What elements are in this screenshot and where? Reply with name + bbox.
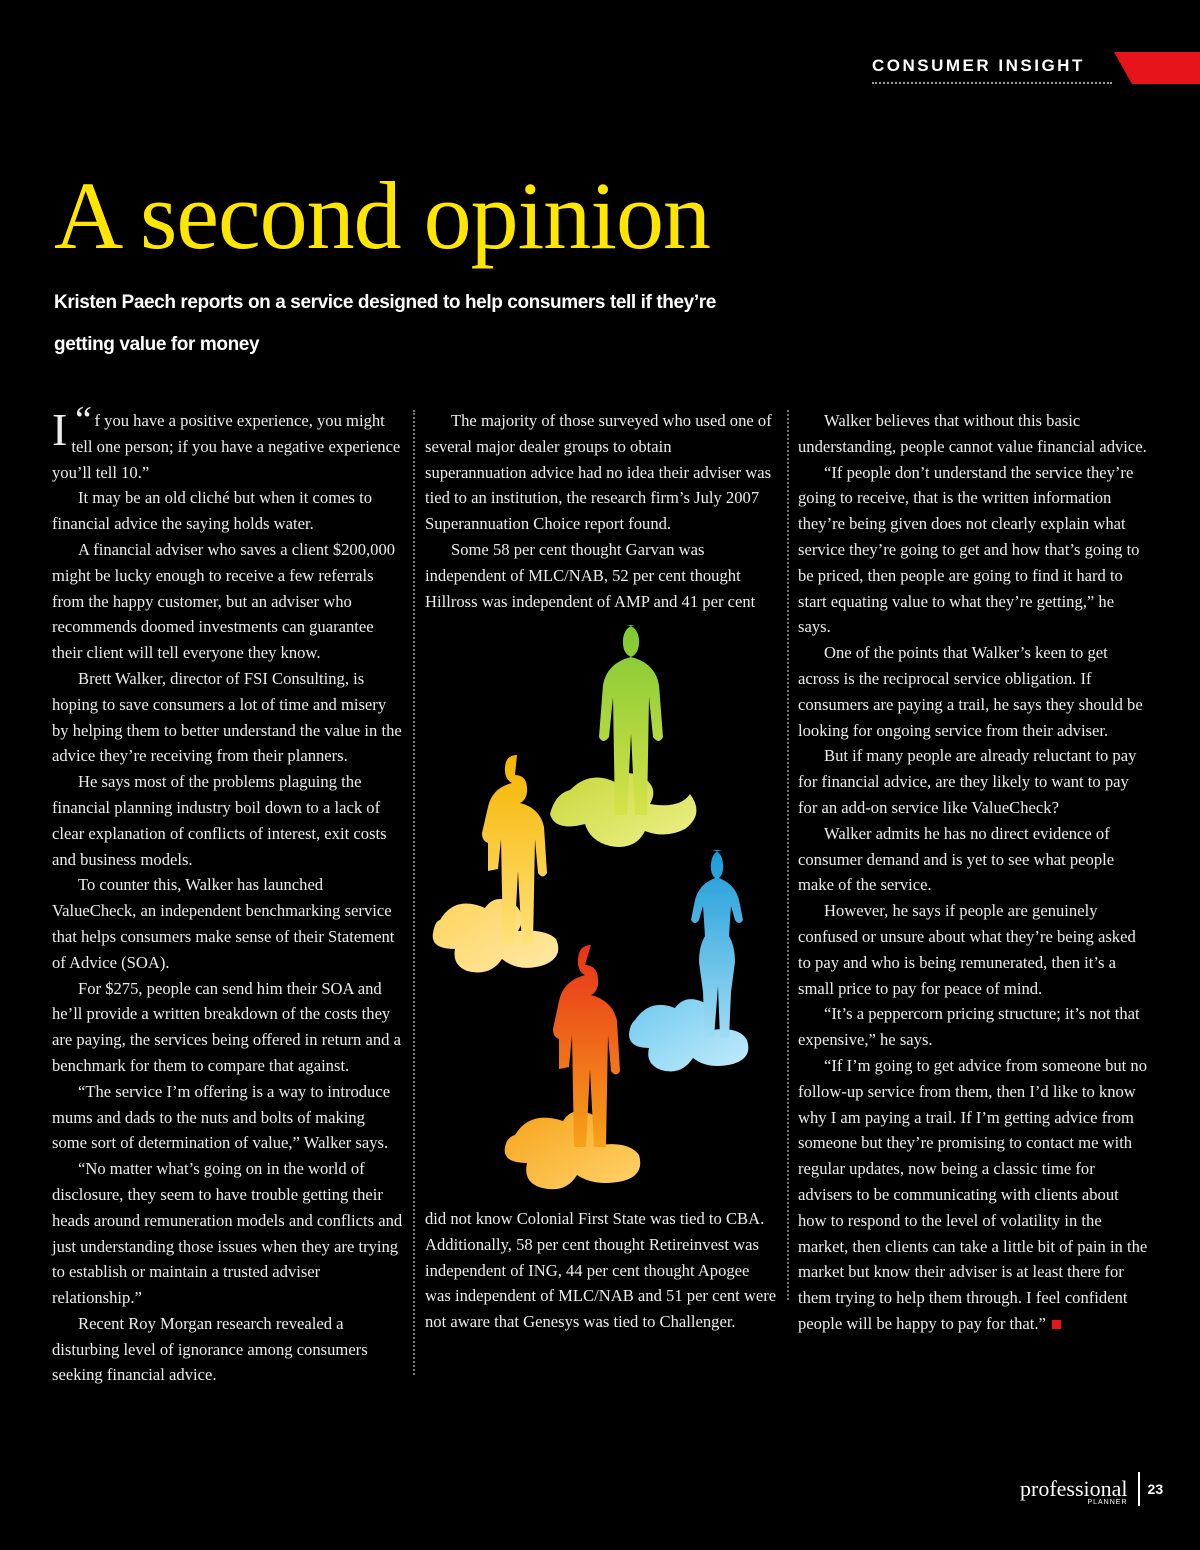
opening-paragraph: [52, 399, 404, 485]
standfirst-line-2: getting value for money: [54, 334, 260, 355]
green-figure: [550, 625, 696, 847]
body-paragraph: Walker admits he has no direct evidence of consumer demand and is yet to see what people make of the service.: [798, 823, 1115, 895]
article-headline: A second opinion: [54, 162, 710, 269]
body-paragraph: A financial adviser who saves a client $200,000 might be lucky enough to receive a few referrals from the happy customer, but an adviser who recommends doomed investments can guarantee their client will tell everyone they know.: [52, 539, 396, 663]
orange-figure: [505, 945, 641, 1189]
final-paragraph: [798, 1053, 1150, 1337]
body-paragraph: “No matter what’s going on in the world of disclosure, they seem to have trouble getting their heads around remuneration models and conflicts and just understanding those issues when they are trying to establish or maintain a trusted adviser relationship.”: [52, 1159, 403, 1308]
body-paragraph: One of the points that Walker’s keen to get across is the reciprocal service obligation. If consumers are paying a trail, he says they should be looking for ongoing service from their adviser.: [798, 643, 1143, 740]
final-paragraph-text: “If I’m going to get advice from someone but no follow-up service from them, then I’d like to know why I am paying a trail. If I’m getting advice from someone but they’re promising to contact me with regular updates, now being a classic time for advisers to be communicating with clients about how to respond to the level of volatility in the market, then clients can take a little bit of pain in the market but know their adviser is at least there for them trying to help them through. I feel confident people will be happy to pay for that.”: [798, 1055, 1148, 1333]
body-paragraph: Walker believes that without this basic understanding, people cannot value financial advice.: [798, 411, 1147, 456]
article-column-2-continued: [425, 1206, 777, 1335]
section-accent-tab: [1104, 52, 1200, 84]
page-number: 23: [1147, 1481, 1164, 1497]
standfirst-line-1: Kristen Paech reports on a service designed to help consumers tell if they’re: [54, 292, 716, 313]
people-on-puzzle-pieces-illustration: [420, 615, 780, 1200]
body-paragraph: Recent Roy Morgan research revealed a disturbing level of ignorance among consumers seeking financial advice.: [52, 1313, 368, 1385]
body-paragraph: However, he says if people are genuinely confused or unsure about what they’re being asked to pay and who is being remunerated, then it’s a small price to pay for peace of mind.: [798, 901, 1136, 998]
body-paragraph: But if many people are already reluctant to pay for financial advice, are they likely to want to pay for an add-on service like ValueCheck?: [798, 746, 1137, 817]
opening-text: f you have a positive experience, you might tell one person; if you have a negative experience you’ll tell 10.”: [52, 411, 401, 482]
section-label: CONSUMER INSIGHT: [872, 56, 1112, 84]
body-paragraph: “The service I’m offering is a way to introduce mums and dads to the nuts and bolts of making some sort of determination of value,” Walker says.: [52, 1081, 391, 1153]
body-paragraph: did not know Colonial First State was tied to CBA. Additionally, 58 per cent thought Retireinvest was independent of ING, 44 per cent thought Apogee was independent of MLC/NAB and 51 per cent were not aware that Genesys was tied to Challenger.: [425, 1209, 777, 1332]
body-paragraph: “If people don’t understand the service they’re going to receive, that is the written information they’re being given does not clearly explain what service they’re going to get and how that’s going to be priced, then people are going to find it hard to start equating value to what they’re getting,” he says.: [798, 462, 1140, 637]
blue-figure: [629, 850, 748, 1072]
column-divider: [787, 410, 789, 1300]
body-paragraph: To counter this, Walker has launched ValueCheck, an independent benchmarking service that helps consumers make sense of their Statement of Advice (SOA).: [52, 875, 395, 972]
drop-cap: I: [52, 404, 68, 455]
logo-main-text: professional: [1020, 1476, 1128, 1501]
footer-divider: [1138, 1472, 1140, 1506]
body-paragraph: He says most of the problems plaguing the financial planning industry boil down to a lack of clear explanation of conflicts of interest, exit costs and business models.: [52, 772, 387, 869]
article-column-2: [425, 408, 777, 614]
body-paragraph: For $275, people can send him their SOA and he’ll provide a written breakdown of the costs they are paying, the services being offered in return and a benchmark for them to compare that against.: [52, 978, 401, 1075]
body-paragraph: It may be an old cliché but when it comes to financial advice the saying holds water.: [52, 488, 372, 534]
column-divider: [413, 410, 415, 1375]
opening-quote-mark: “: [71, 399, 93, 441]
body-paragraph: Some 58 per cent thought Garvan was independent of MLC/NAB, 52 per cent thought Hillross was independent of AMP and 41 per cent: [425, 539, 756, 611]
end-of-article-mark: [1052, 1320, 1061, 1329]
yellow-figure: [433, 755, 559, 973]
body-paragraph: “It’s a peppercorn pricing structure; it’s not that expensive,” he says.: [798, 1004, 1140, 1050]
logo-sub-text: PLANNER: [1087, 1499, 1128, 1506]
body-paragraph: Brett Walker, director of FSI Consulting, is hoping to save consumers a lot of time and misery by helping them to better understand the value in the advice they’re receiving from their planners.: [52, 668, 402, 766]
magazine-logo: [1020, 1476, 1138, 1506]
article-standfirst: [54, 282, 794, 366]
article-column-1: [52, 399, 404, 1388]
article-column-3: [798, 408, 1150, 1337]
page-footer: [1020, 1470, 1163, 1508]
body-paragraph: The majority of those surveyed who used one of several major dealer groups to obtain superannuation advice had no idea their adviser was tied to an institution, the research firm’s July 2007 Superannuation Choice report found.: [425, 411, 772, 534]
